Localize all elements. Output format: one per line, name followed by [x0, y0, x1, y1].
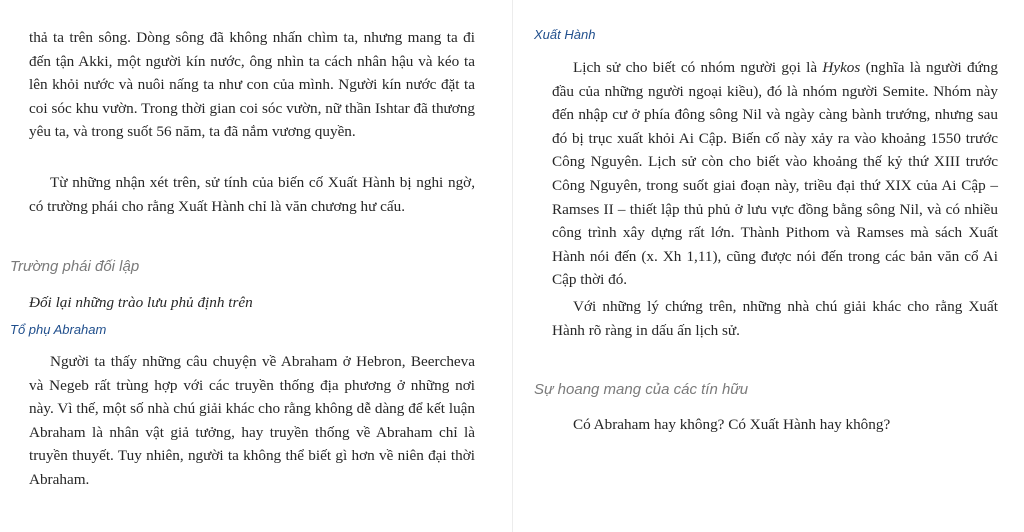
confusion-heading: Sự hoang mang của các tín hữu — [534, 381, 749, 398]
conclusion-paragraph: Từ những nhận xét trên, sử tính của biến cố Xuất Hành bị nghi ngờ, có trường phái cho rằng Xuất Hành chỉ là văn chương hư cấu. — [29, 174, 475, 215]
evidence-paragraph: Với những lý chứng trên, những nhà chú giải khác cho rằng Xuất Hành rõ ràng in dấu ấn lịch sử. — [552, 298, 998, 339]
right-page — [513, 0, 1024, 532]
abraham-subheading: Tổ phụ Abraham — [10, 322, 107, 337]
hykos-term: Hykos — [822, 59, 861, 76]
abraham-paragraph: Người ta thấy những câu chuyện về Abraham ở Hebron, Beercheva và Negeb rất trùng hợp với các truyền thống địa phương ở những nơi này. Vì thế, một số nhà chú giải khác cho rằng không dễ dàng để kết luận Abraham là nhân vật giả tưởng, hay truyền thống về Abraham chỉ là truyền thuyết. Tuy nhiên, người ta không thể biết gì hơn về niên đại thời Abraham. — [29, 353, 475, 488]
opposing-intro-line: Đối lại những trào lưu phủ định trên — [29, 294, 253, 311]
exodus-subheading: Xuất Hành — [534, 27, 596, 42]
story-paragraph: thả ta trên sông. Dòng sông đã không nhấn chìm ta, nhưng mang ta đi đến tận Akki, một người kín nước, ông nhìn ta cách nhân hậu và kéo ta lên khỏi nước và nuôi nấng ta như con của mình. Người kín nước đặt ta coi sóc khu vườn. Trong thời gian coi sóc vườn, nữ thần Ishtar đã thương yêu ta, và trong suốt 56 năm, ta đã nắm vương quyền. — [29, 29, 475, 141]
opposing-school-heading: Trường phái đối lập — [10, 258, 140, 275]
history-text-after: (nghĩa là người đứng đầu của những người ngoại kiều), đó là nhóm người Semite. Nhóm này đến nhập cư ở phía đông sông Nil và ngày càng bành trướng, nhưng sau đó bị trục xuất khỏi Ai Cập. Biến cố này xảy ra vào khoảng 1550 trước Công Nguyên. Lịch sử còn cho biết vào khoảng thế kỷ thứ XIII trước Công Nguyên, trong suốt giai đoạn này, triều đại thứ XIX của Ai Cập – Ramses II – thiết lập thủ phủ ở lưu vực đồng bằng sông Nil, và có nhiều công trình xây dựng rất lớn. Thành Pithom và Ramses mà sách Xuất Hành nói đến (x. Xh 1,11), cũng được nói đến trong các bản văn cổ Ai Cập thời đó. — [552, 59, 998, 289]
history-paragraph — [552, 56, 998, 292]
question-line: Có Abraham hay không? Có Xuất Hành hay không? — [573, 416, 891, 433]
history-text-before: Lịch sử cho biết có nhóm người gọi là — [573, 59, 823, 76]
